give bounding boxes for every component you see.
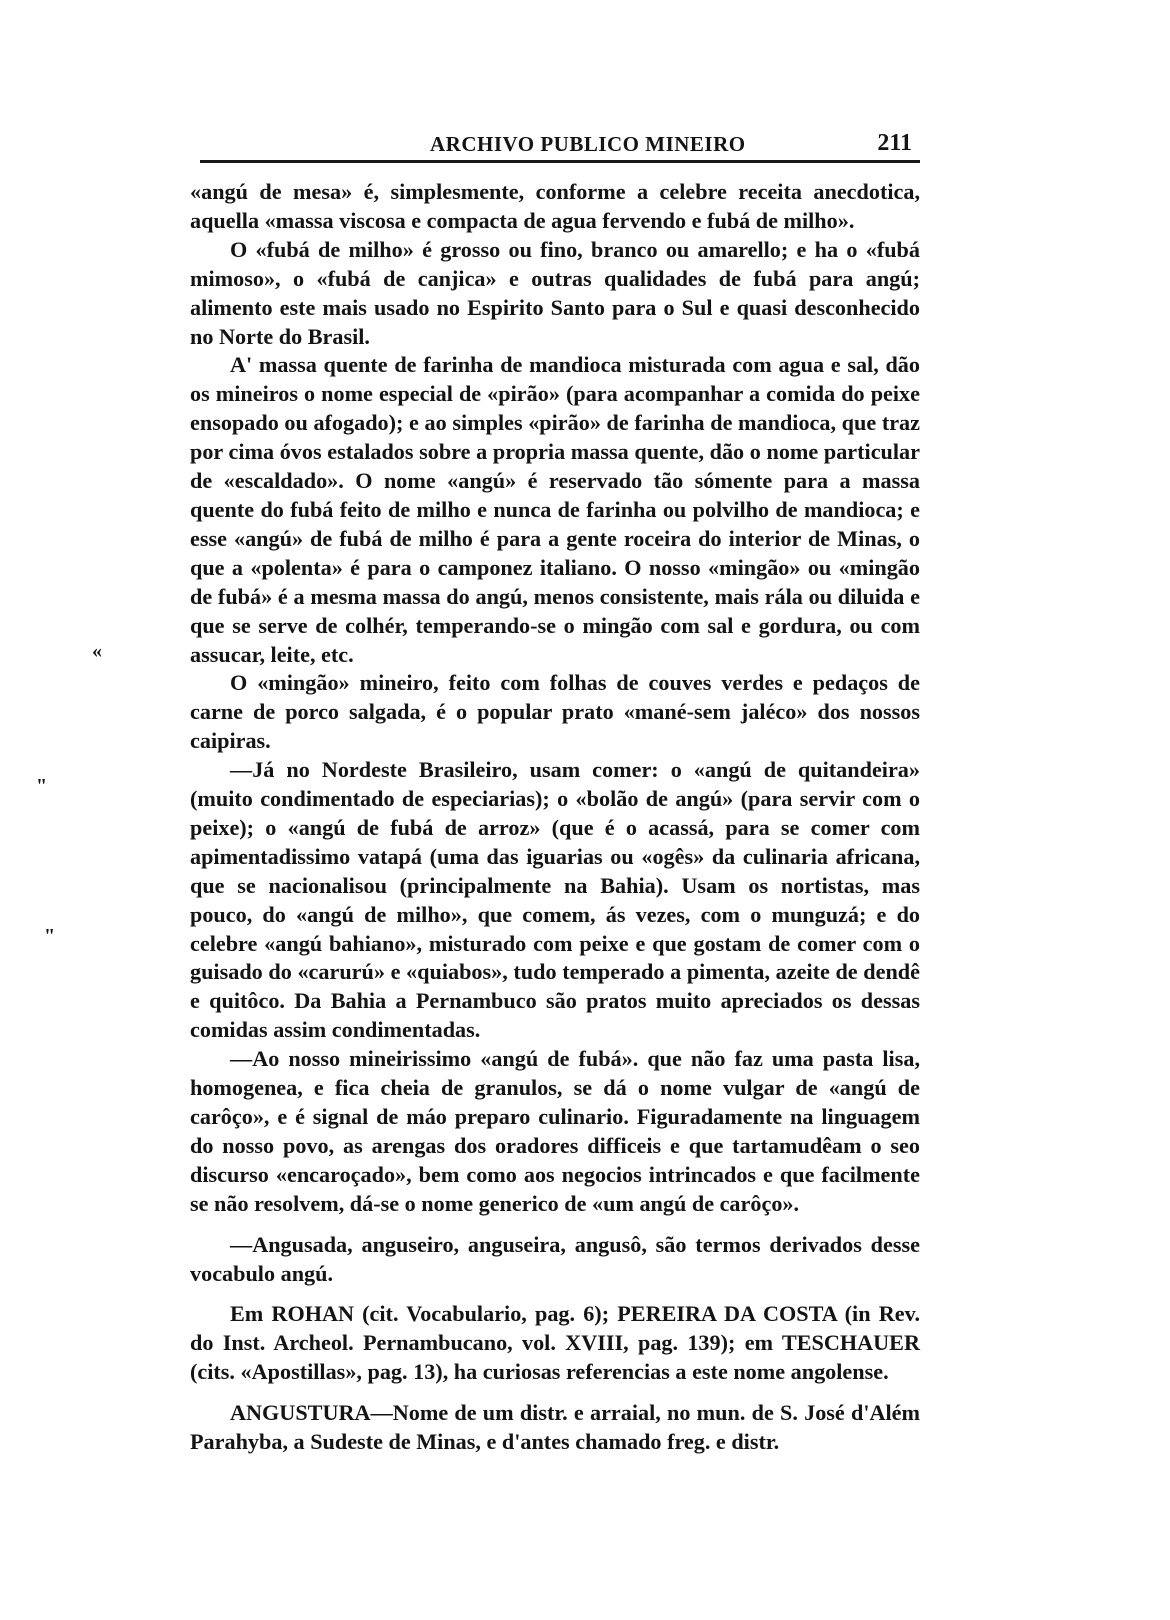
margin-mark: « — [92, 640, 102, 662]
paragraph-gap — [190, 1219, 920, 1231]
margin-mark: " — [44, 925, 56, 947]
paragraph-1: «angú de mesa» é, simplesmente, conforme a celebre receita anecdotica, aquella «massa viscosa e compacta de agua fervendo e fubá de milho». — [190, 179, 920, 233]
page-number: 211 — [877, 130, 912, 156]
header-rule — [200, 160, 920, 163]
paragraph-7: —Angusada, anguseiro, anguseira, angusô, são termos derivados desse vocabulo angú. — [190, 1231, 920, 1286]
paragraph-2: O «fubá de milho» é grosso ou fino, branco ou amarello; e ha o «fubá mimoso», o «fubá de canjica» e outras qualidades de fubá para angú; alimento este mais usado no Espirito Santo para o Sul e quasi desconhecido no Norte do Brasil. — [190, 236, 920, 349]
paragraph-4: O «mingão» mineiro, feito com folhas de couves verdes e pedaços de carne de porco salgada, é o popular prato «mané-sem jaléco» dos nossos caipiras. — [190, 670, 920, 754]
paragraph-9: ANGUSTURA—Nome de um distr. e arraial, no mun. de S. José d'Além Parahyba, a Sudeste de Minas, e d'antes chamado freg. e distr. — [190, 1400, 920, 1455]
margin-mark: " — [36, 775, 48, 797]
page-header — [200, 126, 920, 166]
body-text — [190, 178, 920, 1457]
paragraph-gap — [190, 1288, 920, 1300]
paragraph-gap — [190, 1387, 920, 1399]
running-title: ARCHIVO PUBLICO MINEIRO — [430, 132, 746, 156]
paragraph-8: Em ROHAN (cit. Vocabulario, pag. 6); PEREIRA DA COSTA (in Rev. do Inst. Archeol. Pernambucano, vol. XVIII, pag. 139); em TESCHAUER (cits. «Apostillas», pag. 13), ha curiosas referencias a este nome angolense. — [190, 1301, 920, 1385]
paragraph-5: —Já no Nordeste Brasileiro, usam comer: o «angú de quitandeira» (muito condimentado de especiarias); o «bolão de angú» (para servir com o peixe); o «angú de fubá de arroz» (que é o acassá, para se comer com apimentadissimo vatapá (uma das iguarias ou «ogês» da culinaria africana, que se nacionalisou (principalmente na Bahia). Usam os nortistas, mas pouco, do «angú de milho», que comem, ás vezes, com o munguzá; e do celebre «angú bahiano», misturado com peixe e que gostam de comer com o guisado do «carurú» e «quiabos», tudo temperado a pimenta, azeite de dendê e quitôco. Da Bahia a Pernambuco são pratos muito apreciados os dessas comidas assim condimentadas. — [190, 757, 920, 1043]
paragraph-3: A' massa quente de farinha de mandioca misturada com agua e sal, dão os mineiros o nome especial de «pirão» (para acompanhar a comida do peixe ensopado ou afogado); e ao simples «pirão» de farinha de mandioca, que traz por cima óvos estalados sobre a propria massa quente, dão o nome particular de «escaldado». O nome «angú» é reservado tão sómente para a massa quente do fubá feito de milho e nunca de farinha ou polvilho de mandioca; e esse «angú» de fubá de milho é para a gente roceira do interior de Minas, o que a «polenta» é para o camponez italiano. O nosso «mingão» ou «mingão de fubá» é a mesma massa do angú, menos consistente, mais rála ou diluida e que se serve de colhér, temperando-se o mingão com sal e gordura, ou com assucar, leite, etc. — [190, 352, 920, 667]
paragraph-6: —Ao nosso mineirissimo «angú de fubá». que não faz uma pasta lisa, homogenea, e fica cheia de granulos, se dá o nome vulgar de «angú de carôço», e é signal de máo preparo culinario. Figuradamente na linguagem do nosso povo, as arengas dos oradores difficeis e que tartamudêam o seo discurso «encaroçado», bem como aos negocios intrincados e que facilmente se não resolvem, dá-se o nome generico de «um angú de carôço». — [190, 1046, 920, 1216]
